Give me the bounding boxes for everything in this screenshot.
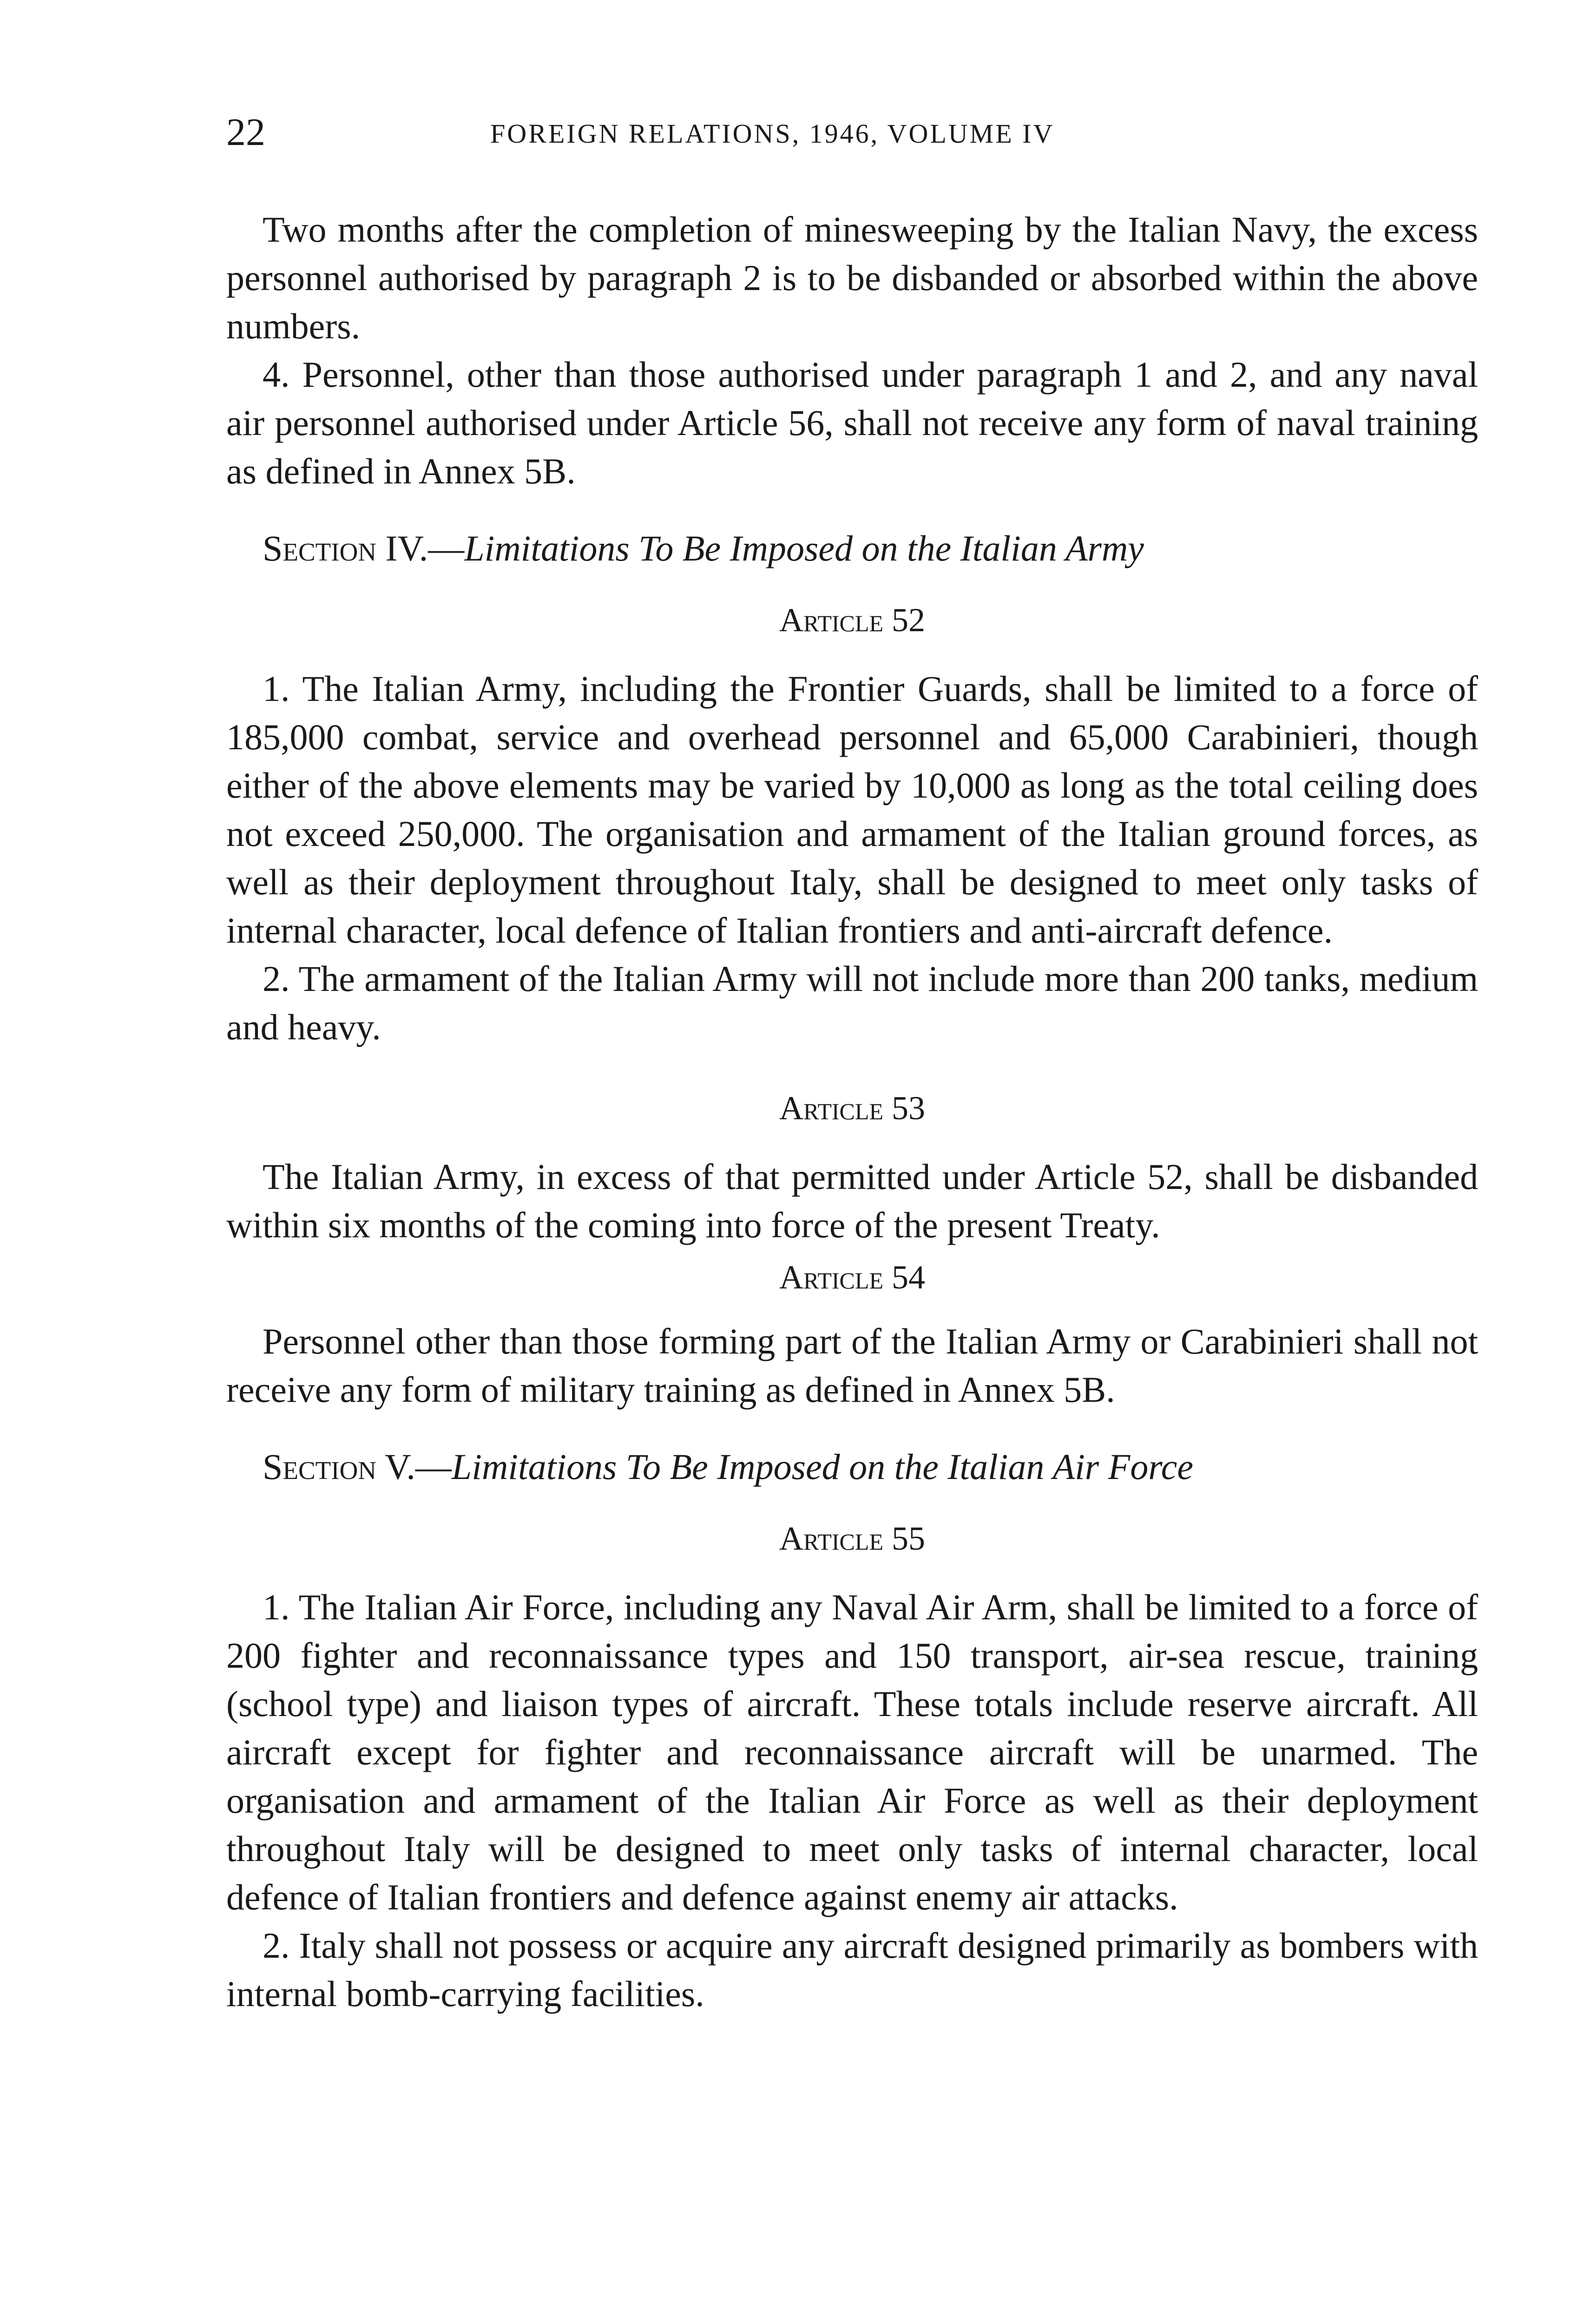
body-paragraph: Two months after the completion of minesweeping by the Italian Navy, the excess personnel authorised by paragraph 2 is to be disbanded or absorbed within the above numbers. — [226, 209, 1478, 346]
article-heading: Article 53 — [779, 1089, 925, 1127]
article-heading: Article 52 — [779, 601, 925, 639]
body-paragraph: 4. Personnel, other than those authorised under paragraph 1 and 2, and any naval air personnel authorised under Article 56, shall not receive any form of naval training as defined in Annex 5B. — [226, 354, 1478, 491]
article-heading: Article 54 — [779, 1259, 925, 1296]
section-label: Section V.— — [263, 1446, 452, 1487]
article-paragraph: The Italian Army, in excess of that permitted under Article 52, shall be disbanded within six months of the coming into force of the present Treaty. — [226, 1156, 1478, 1245]
section-heading-air-force — [226, 1443, 1478, 1491]
page-number: 22 — [226, 111, 265, 154]
article-paragraph: 2. The armament of the Italian Army will not include more than 200 tanks, medium and heavy. — [226, 958, 1478, 1047]
article-paragraph: 1. The Italian Air Force, including any Naval Air Arm, shall be limited to a force of 200 fighter and reconnaissance types and 150 transport, air-sea rescue, training (school type) and liaison types of aircraft. These totals include reserve aircraft. All aircraft except for fighter and reconnaissance aircraft will be unarmed. The organisation and armament of the Italian Air Force as well as their deployment throughout Italy will be designed to meet only tasks of internal character, local defence of Italian frontiers and defence against enemy air attacks. — [226, 1587, 1478, 1917]
section-heading-army — [226, 524, 1478, 573]
section-title: Limitations To Be Imposed on the Italian Air Force — [451, 1446, 1193, 1487]
running-title: FOREIGN RELATIONS, 1946, VOLUME IV — [490, 119, 1055, 149]
article-heading: Article 55 — [779, 1520, 925, 1557]
section-title: Limitations To Be Imposed on the Italian Army — [464, 528, 1144, 568]
article-paragraph: Personnel other than those forming part of the Italian Army or Carabinieri shall not receive any form of military training as defined in Annex 5B. — [226, 1321, 1478, 1410]
article-paragraph: 2. Italy shall not possess or acquire any aircraft designed primarily as bombers with internal bomb-carrying facilities. — [226, 1925, 1478, 2014]
running-head — [226, 107, 1478, 163]
section-label: Section IV.— — [263, 528, 465, 568]
document-page — [226, 107, 1478, 2018]
article-paragraph: 1. The Italian Army, including the Frontier Guards, shall be limited to a force of 185,000 combat, service and overhead personnel and 65,000 Carabinieri, though either of the above elements may be varied by 10,000 as long as the total ceiling does not exceed 250,000. The organisation and armament of the Italian ground forces, as well as their deployment throughout Italy, shall be designed to meet only tasks of internal character, local defence of Italian frontiers and anti-aircraft defence. — [226, 668, 1478, 951]
